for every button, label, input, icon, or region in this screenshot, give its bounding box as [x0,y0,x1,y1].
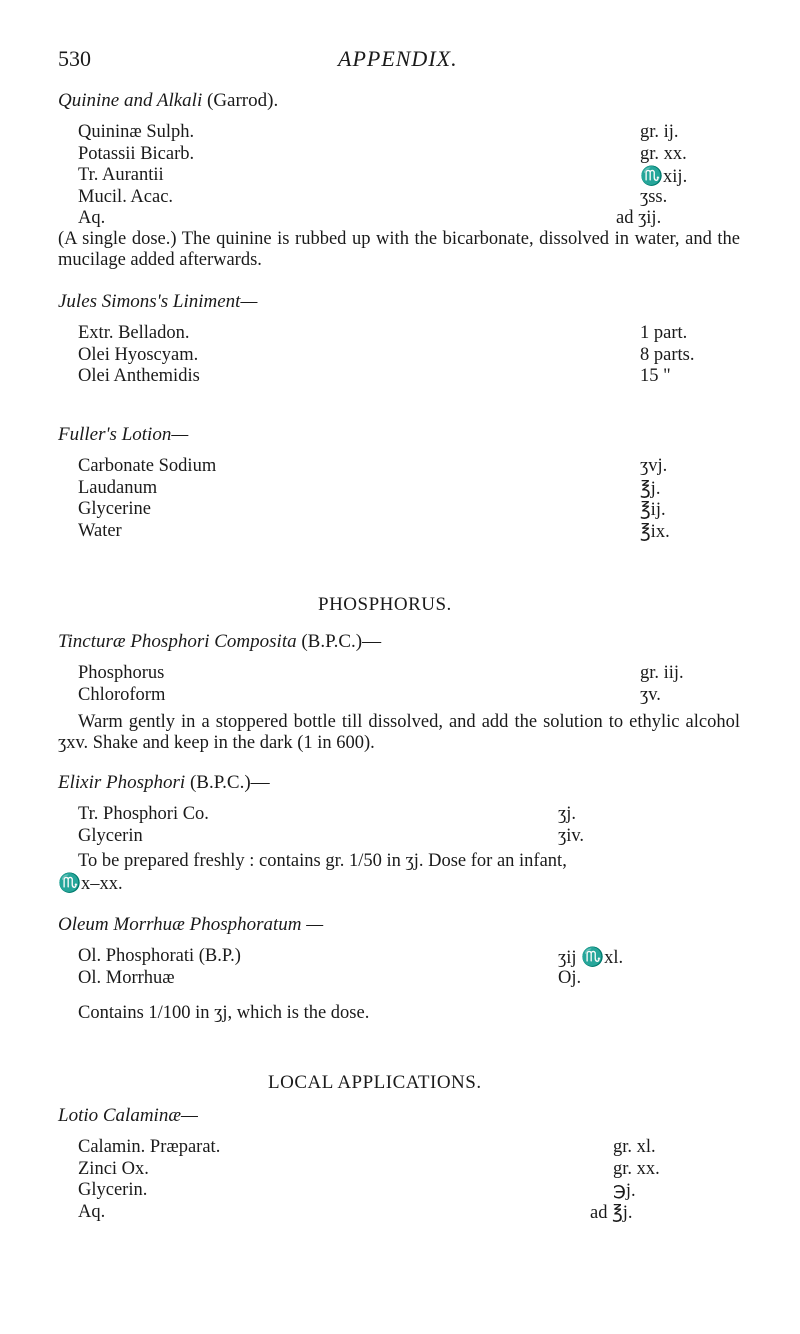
quinine-recipe [58,122,758,230]
recipe-row: Quininæ Sulph. gr. ij. [78,122,679,142]
lotio-title: Lotio Calaminæ— [58,1105,198,1126]
elixir-title: Elixir Phosphori (B.P.C.)— [58,772,270,793]
recipe-row: Phosphorus gr. iij. [78,663,684,683]
recipe-row: Tr. Phosphori Co. ʒj. [78,804,576,824]
recipe-row: Glycerin. ℈j. [78,1180,636,1201]
recipe-row: Olei Hyoscyam. 8 parts. [78,344,695,365]
recipe-row: Ol. Morrhuæ Oj. [78,967,582,988]
page-header [58,46,758,76]
oleum-title: Oleum Morrhuæ Phosphoratum — [58,914,324,935]
tinctura-recipe [58,663,758,706]
jules-title: Jules Simons's Liniment— [58,291,258,312]
tinctura-note: Warm gently in a stoppered bottle till dissolved, and add the solution to ethylic alcohol ʒxv. Shake and keep in the dark (1 in 600). [58,712,740,753]
recipe-row: Aq. ad ʒij. [78,208,662,228]
elixir-recipe [58,804,758,847]
lotio-section [58,1105,758,1223]
page-number: 530 [58,46,91,71]
recipe-row: Ol. Phosphorati (B.P.) ʒij ♏xl. [78,946,624,968]
elixir-section [58,772,758,847]
tinctura-section [58,631,758,706]
elixir-note-line2: ♏x–xx. [58,874,123,894]
quinine-note: (A single dose.) The quinine is rubbed up with the bicarbonate, dissolved in water, and the mucilage added afterwards. [58,229,740,270]
recipe-row: Water ℥ix. [78,520,670,542]
recipe-row: Extr. Belladon. 1 part. [78,323,688,343]
recipe-row: Carbonate Sodium ʒvj. [78,456,668,476]
jules-section [58,291,758,388]
fuller-section [58,424,758,542]
running-title: APPENDIX. [338,46,458,71]
recipe-row: Olei Anthemidis 15 " [78,366,671,386]
quinine-section [58,90,758,230]
oleum-recipe [58,946,758,989]
fuller-title: Fuller's Lotion— [58,424,189,445]
oleum-note: Contains 1/100 in ʒj, which is the dose. [78,1003,370,1023]
recipe-row: Chloroform ʒv. [78,684,661,705]
section-heading-phosphorus: PHOSPHORUS. [318,594,452,615]
elixir-note-line1: To be prepared freshly : contains gr. 1/50 in ʒj. Dose for an infant, [78,851,567,871]
recipe-row: Aq. ad ℥j. [78,1201,633,1223]
recipe-row: Potassii Bicarb. gr. xx. [78,143,687,164]
recipe-row: Calamin. Præparat. gr. xl. [78,1137,656,1157]
fuller-recipe [58,456,758,542]
oleum-section [58,914,758,989]
tinctura-title: Tincturæ Phosphori Composita (B.P.C.)— [58,631,382,652]
quinine-title: Quinine and Alkali (Garrod). [58,90,279,111]
recipe-row: Zinci Ox. gr. xx. [78,1158,660,1179]
recipe-row: Glycerin ʒiv. [78,825,585,846]
recipe-row: Laudanum ℥j. [78,477,661,499]
jules-recipe [58,323,758,388]
recipe-row: Tr. Aurantii ♏xij. [78,165,688,187]
recipe-row: Glycerine ℥ij. [78,499,666,520]
lotio-recipe [58,1137,758,1223]
section-heading-local-applications: LOCAL APPLICATIONS. [268,1072,482,1093]
recipe-row: Mucil. Acac. ʒss. [78,186,668,207]
